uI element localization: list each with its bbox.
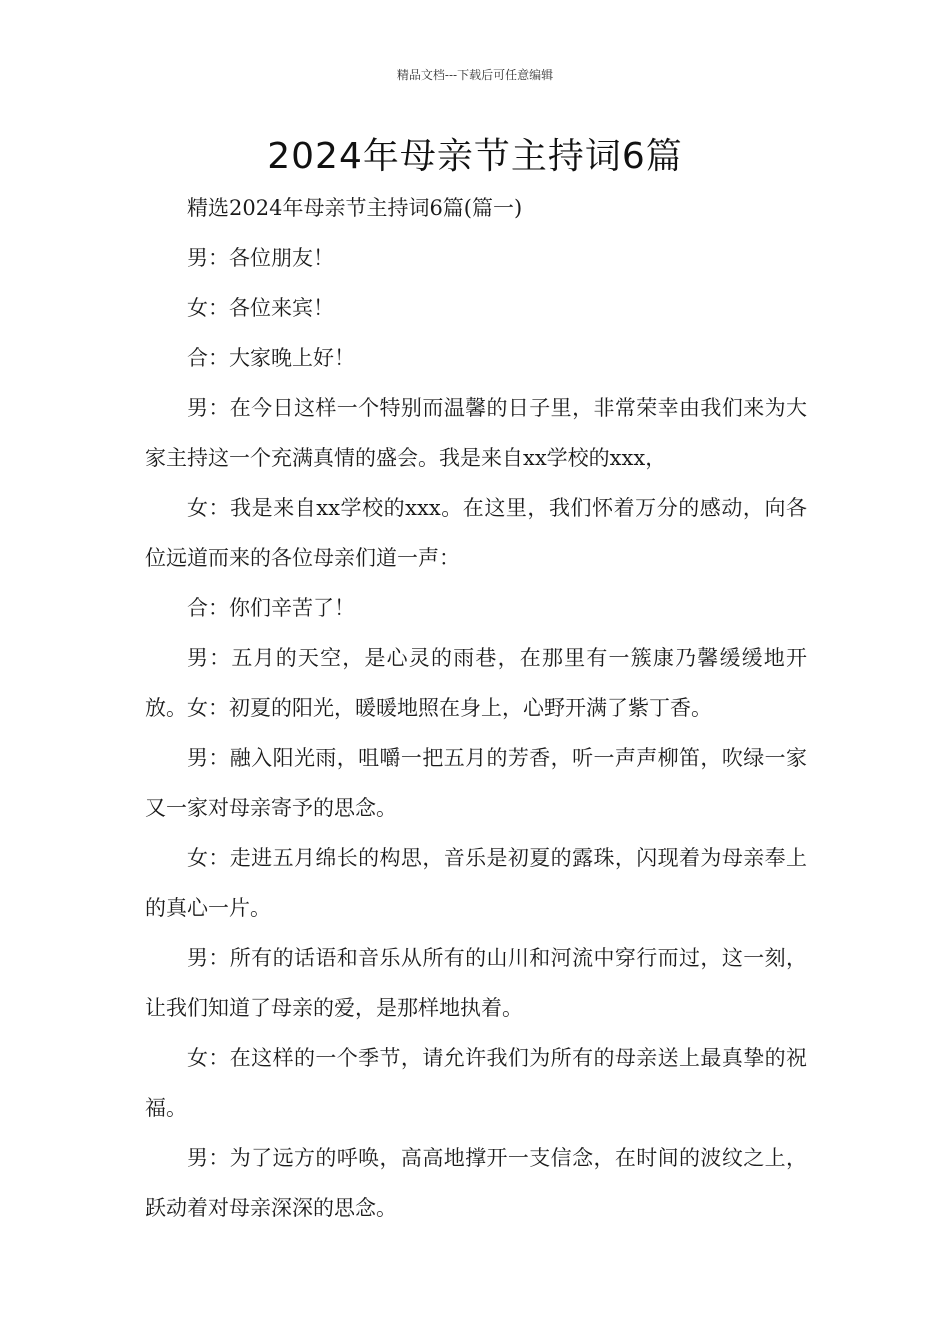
paragraph: 男：所有的话语和音乐从所有的山川和河流中穿行而过，这一刻，让我们知道了母亲的爱，是那样地执着。 <box>145 946 807 1020</box>
paragraph-intro: 精选2024年母亲节主持词6篇(篇一) <box>187 196 523 220</box>
document-body <box>145 183 807 1233</box>
paragraph: 女：走进五月绵长的构思，音乐是初夏的露珠，闪现着为母亲奉上的真心一片。 <box>145 846 807 920</box>
header-note: 精品文档---下载后可任意编辑 <box>396 68 554 82</box>
paragraph: 女：我是来自xx学校的xxx。在这里，我们怀着万分的感动，向各位远道而来的各位母亲们道一声： <box>145 496 807 570</box>
paragraph: 合：你们辛苦了！ <box>187 596 355 620</box>
document-title: 2024年母亲节主持词6篇 <box>267 136 683 177</box>
paragraph: 男：在今日这样一个特别而温馨的日子里，非常荣幸由我们来为大家主持这一个充满真情的盛会。我是来自xx学校的xxx， <box>145 396 807 470</box>
paragraph: 男：五月的天空，是心灵的雨巷，在那里有一簇康乃馨缓缓地开放。女：初夏的阳光，暖暖地照在身上，心野开满了紫丁香。 <box>145 646 807 720</box>
paragraph: 男：融入阳光雨，咀嚼一把五月的芳香，听一声声柳笛，吹绿一家又一家对母亲寄予的思念。 <box>145 746 807 820</box>
paragraph: 男：各位朋友！ <box>187 246 334 270</box>
paragraph: 女：在这样的一个季节，请允许我们为所有的母亲送上最真挚的祝福。 <box>145 1046 807 1120</box>
paragraph: 女：各位来宾！ <box>187 296 334 320</box>
paragraph: 男：为了远方的呼唤，高高地撑开一支信念，在时间的波纹之上，跃动着对母亲深深的思念。 <box>145 1146 807 1220</box>
paragraph: 合：大家晚上好！ <box>187 346 355 370</box>
